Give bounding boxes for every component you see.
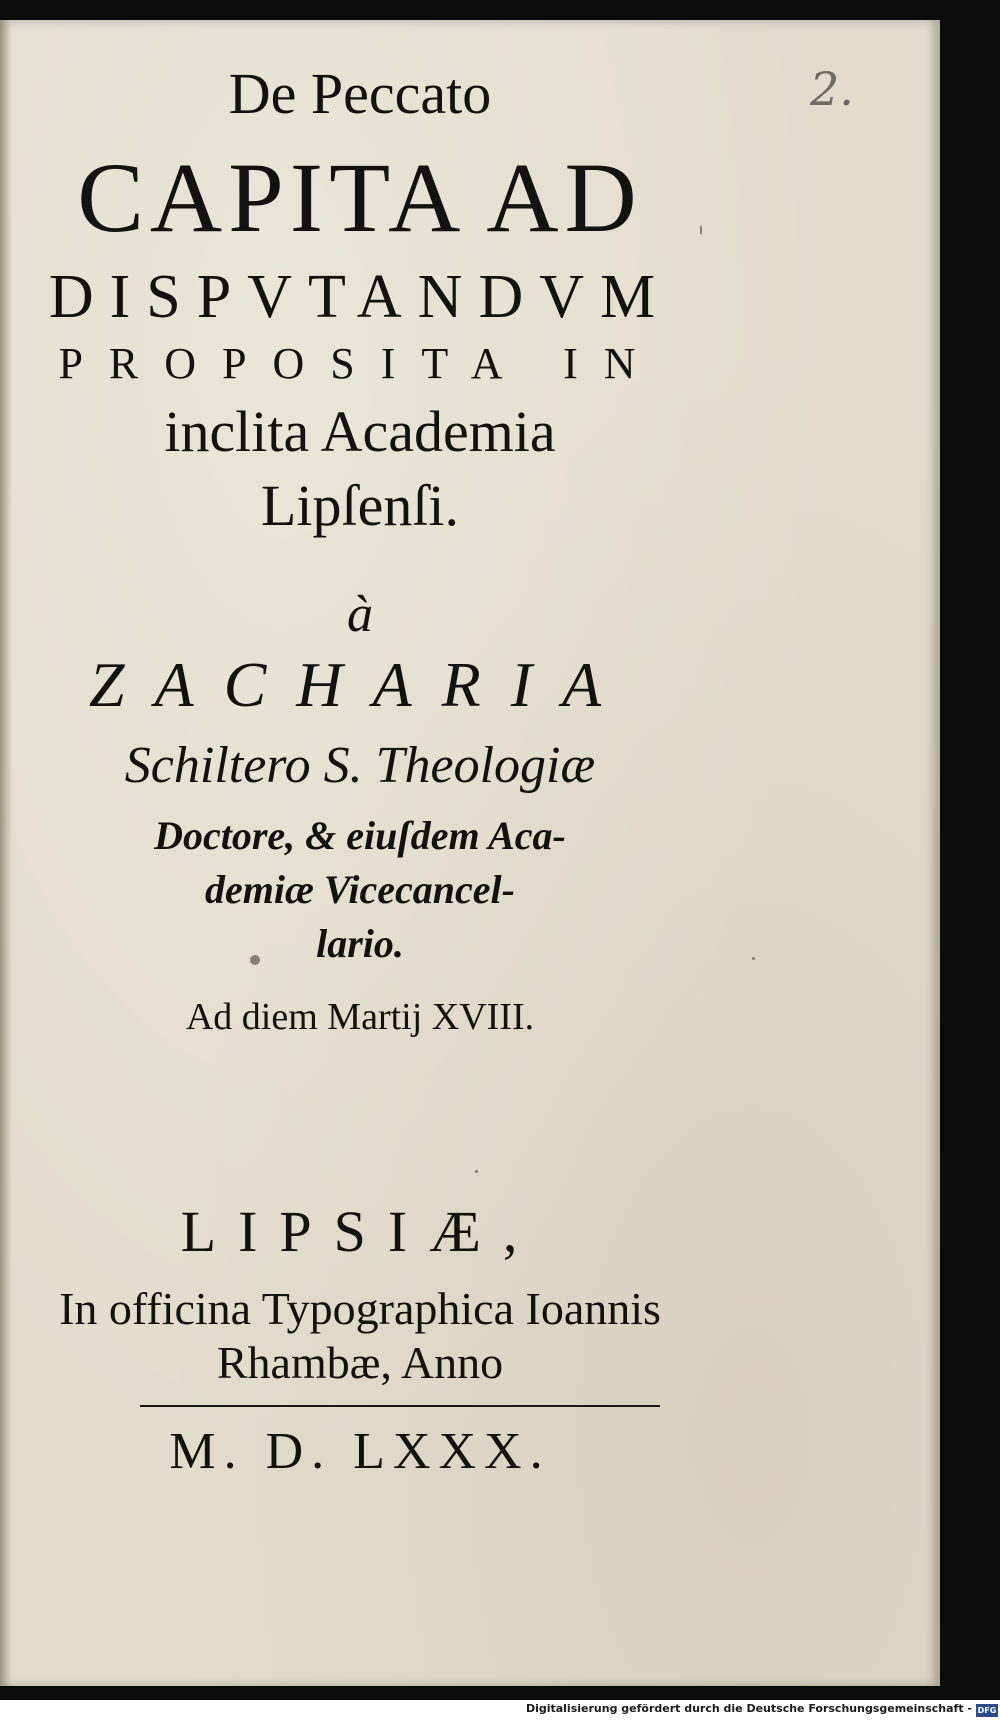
author-preposition: à: [347, 586, 373, 643]
author-name: ZACHARIA: [88, 649, 632, 720]
imprint-rule: [140, 1405, 660, 1407]
digitization-footer: [0, 1700, 1000, 1721]
title-line-2: CAPITA AD: [77, 142, 643, 253]
imprint-line-1: In officina Typographica Ioannis: [59, 1283, 661, 1334]
title-line-4: PROPOSITA IN: [58, 339, 662, 388]
imprint-year: M. D. LXXX.: [169, 1423, 551, 1480]
author-line-4: lario.: [316, 921, 404, 966]
dfg-logo: DFG: [977, 1706, 997, 1715]
title-line-1: De Peccato: [228, 61, 492, 126]
disputation-date: Ad diem Martij XVIII.: [185, 996, 535, 1038]
author-line-1: Schiltero S. Theologiæ: [124, 737, 596, 794]
title-line-3: DISPVTANDVM: [48, 263, 672, 331]
funding-notice: Digitalisierung gefördert durch die Deutsche Forschungsgemeinschaft -: [525, 1702, 972, 1715]
author-line-2: Doctore, & eiuſdem Aca-: [154, 813, 566, 858]
author-line-3: demiæ Vicecancel-: [205, 867, 515, 912]
imprint-place: LIPSIÆ,: [180, 1199, 540, 1264]
imprint-line-2: Rhambæ, Anno: [216, 1337, 504, 1388]
folio-number: 2.: [810, 62, 854, 116]
title-line-5: inclita Academia: [164, 399, 556, 464]
title-line-6: Lipſenſi.: [260, 473, 460, 538]
